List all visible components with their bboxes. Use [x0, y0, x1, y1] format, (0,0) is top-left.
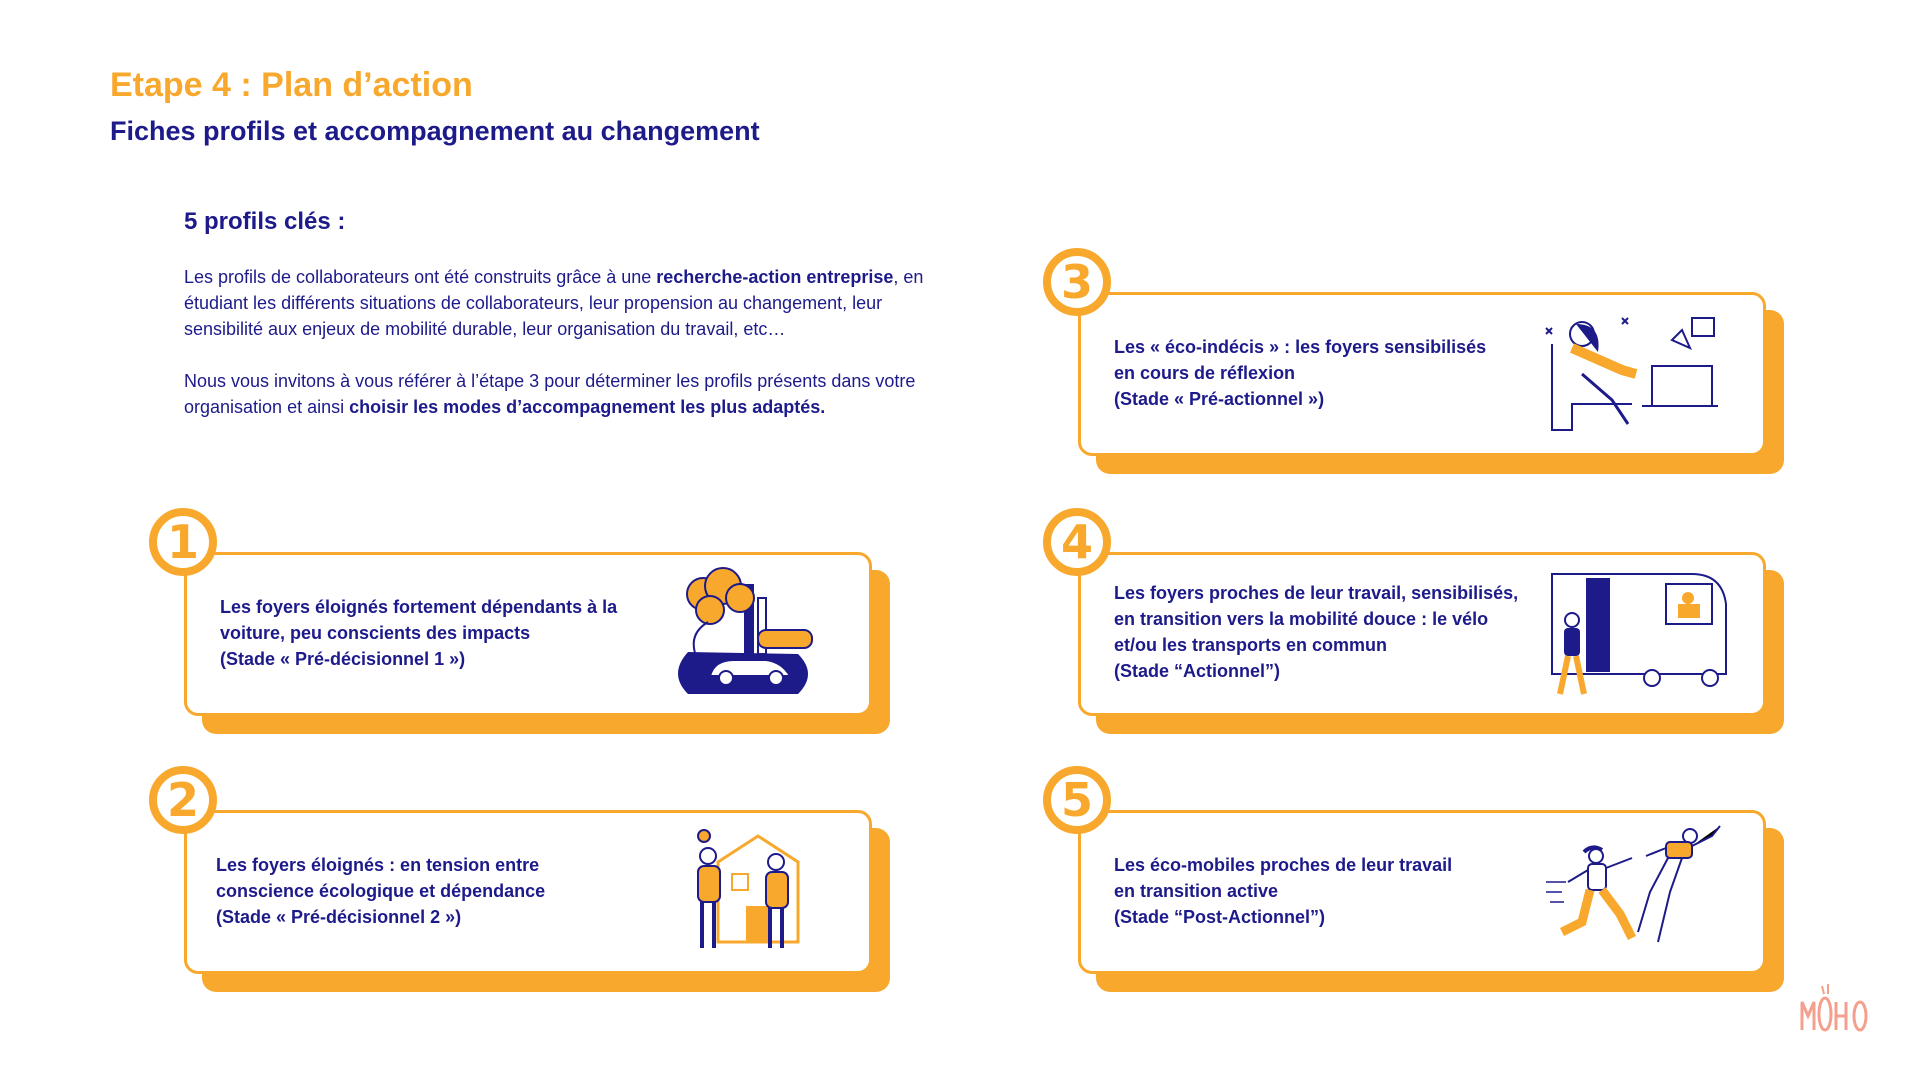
profile-number-5: 5 — [1043, 766, 1111, 834]
profile-line: voiture, peu conscients des impacts — [220, 623, 531, 643]
intro-paragraph-1 — [184, 264, 924, 342]
profile-text-1 — [220, 594, 670, 672]
profile-line: Les foyers éloignés fortement dépendants à la — [220, 597, 618, 617]
profile-number-1: 1 — [149, 508, 217, 576]
moho-logo — [1800, 980, 1870, 1036]
profile-card-3 — [1060, 255, 1766, 456]
profile-number-4: 4 — [1043, 508, 1111, 576]
intro-block — [184, 208, 924, 420]
intro-text: , en étudiant les différents situations de collaborateurs, leur propension au changement, leur sensibilité aux enjeux de mobilité durable, leur organisation du travail, etc… — [184, 267, 924, 339]
profile-card-5 — [1060, 773, 1766, 974]
intro-bold: recherche-action entreprise — [656, 267, 894, 287]
profile-line: (Stade « Pré-actionnel ») — [1114, 389, 1325, 409]
intro-text: Les profils de collaborateurs ont été construits grâce à une — [184, 267, 657, 287]
page-subtitle: Fiches profils et accompagnement au changement — [110, 116, 760, 146]
profile-line: Les foyers proches de leur travail, sensibilisés, — [1114, 583, 1519, 603]
intro-paragraph-2 — [184, 368, 924, 420]
car-pollution-illustration — [648, 564, 838, 700]
profile-line: en cours de réflexion — [1114, 363, 1296, 383]
runners-illustration — [1542, 822, 1732, 958]
profile-card-4 — [1060, 515, 1766, 716]
intro-heading: 5 profils clés : — [184, 208, 346, 235]
profile-card-1 — [166, 515, 872, 716]
family-house-illustration — [648, 822, 838, 958]
intro-text: Nous vous invitons à vous référer à l’étape 3 pour déterminer les profils présents dans votre organisation et ainsi — [184, 371, 916, 417]
profile-line: Les éco-mobiles proches de leur travail — [1114, 855, 1453, 875]
profile-card-2 — [166, 773, 872, 974]
profile-line: en transition active — [1114, 881, 1279, 901]
profile-text-4 — [1114, 580, 1574, 684]
profile-line: (Stade « Pré-décisionnel 1 ») — [220, 649, 466, 669]
profile-line: Les « éco-indécis » : les foyers sensibilisés — [1114, 337, 1487, 357]
profile-line: en transition vers la mobilité douce : le vélo — [1114, 609, 1489, 629]
profile-number-2: 2 — [149, 766, 217, 834]
profile-number-3: 3 — [1043, 248, 1111, 316]
profile-text-5 — [1114, 852, 1564, 930]
profile-text-3 — [1114, 334, 1564, 412]
page-title: Etape 4 : Plan d’action — [110, 66, 473, 104]
bus-commuter-illustration — [1542, 564, 1732, 700]
profile-text-2 — [216, 852, 666, 930]
thinking-woman-laptop-illustration — [1542, 304, 1732, 440]
intro-bold: choisir les modes d’accompagnement les plus adaptés. — [349, 397, 826, 417]
profile-line: conscience écologique et dépendance — [216, 881, 546, 901]
profile-line: (Stade « Pré-décisionnel 2 ») — [216, 907, 462, 927]
profile-line: Les foyers éloignés : en tension entre — [216, 855, 540, 875]
profile-line: et/ou les transports en commun — [1114, 635, 1388, 655]
profile-line: (Stade “Post-Actionnel”) — [1114, 907, 1326, 927]
profile-line: (Stade “Actionnel”) — [1114, 661, 1281, 681]
